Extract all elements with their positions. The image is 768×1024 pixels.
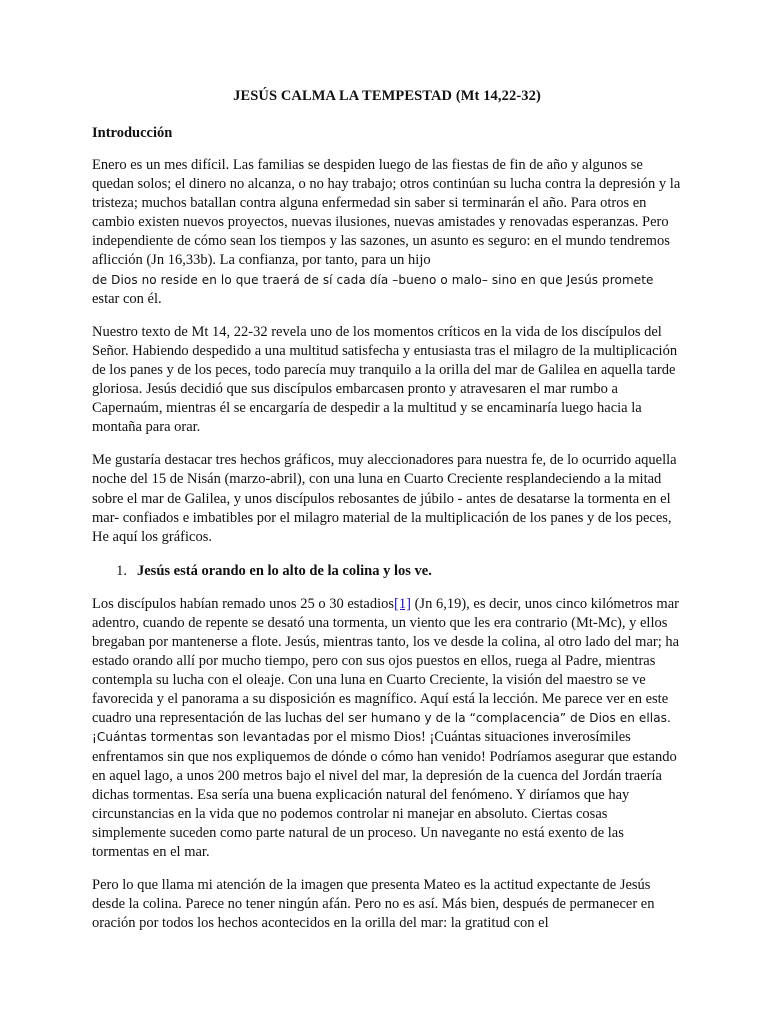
section-heading-introduccion: Introducción — [92, 125, 173, 141]
paragraph-4 — [92, 595, 682, 862]
paragraph-1-text: Enero es un mes difícil. Las familias se despiden luego de las fiestas de fin de año y algunos se quedan solos; el dinero no alcanza, o no hay trabajo; otros continúan su lucha contra la depresión y la tristeza; muchos batallan contra alguna enfermedad sin saber si terminarán el año. Para otros en cambio existen nuevos proyectos, nuevas ilusiones, nuevas amistades y renovadas esperanzas. Pero independiente de cómo sean los tiempos y las sazones, un asunto es seguro: en el mundo tendremos aflicción (Jn 16,33b). La confianza, por tanto, para un hijo — [92, 157, 681, 269]
paragraph-4-text: Los discípulos habían remado unos 25 o 30 estadios — [92, 595, 395, 612]
paragraph-4-text-cont: (Jn 6,19), es decir, unos cinco kilómetros mar adentro, cuando de repente se desató una tormenta, un viento que les era contrario (Mt-Mc), y ellos bregaban por mantenerse a flote. Jesús, mientras tanto, los ve desde la colina, al otro lado del mar; ha estado orando allí por mucho tiempo, pero con sus ojos puestos en ellos, ruega al Padre, mientras contempla su lucha con el oleaje. Con una luna en Cuarto Creciente, la visión del maestro se ve favorecida y el panorama a su disposición es magnífico. Aquí está la lección. Me parece ver en este cuadro una representación de las luchas — [92, 595, 680, 727]
list-item-text: Jesús está orando en lo alto de la colina y los ve. — [137, 562, 432, 579]
paragraph-1-alt-line: de Dios no reside en lo que traerá de sí cada día –bueno o malo– sino en que Jesús promete — [92, 272, 654, 287]
list-item-1 — [92, 561, 682, 581]
paragraph-4-alt-line: del ser humano y de la “complacencia” de Dios en ellas. ¡Cuántas tormentas son levantadas — [92, 711, 671, 745]
paragraph-1-end: estar con él. — [92, 290, 162, 307]
paragraph-3: Me gustaría destacar tres hechos gráficos, muy aleccionadores para nuestra fe, de lo ocurrido aquella noche del 15 de Nisán (marzo-abril), con una luna en Cuarto Creciente resplandeciendo a la mitad sobre el mar de Galilea, y unos discípulos rebosantes de júbilo - antes de desatarse la tormenta en el mar- confiados e imbatibles por el milagro material de la multiplicación de los panes y de los peces, He aquí los gráficos. — [92, 452, 677, 545]
list-item-number: 1. — [116, 562, 127, 579]
footnote-link[interactable]: [1] — [394, 595, 411, 612]
paragraph-5: Pero lo que llama mi atención de la imagen que presenta Mateo es la actitud expectante de Jesús desde la colina. Parece no tener ningún afán. Pero no es así. Más bien, después de permanecer en oración por todos los hechos acontecidos en la orilla del mar: la gratitud con el — [92, 877, 655, 932]
page-title: JESÚS CALMA LA TEMPESTAD (Mt 14,22-32) — [233, 88, 541, 104]
paragraph-4-end: por el mismo Dios! ¡Cuántas situaciones inverosímiles enfrentamos sin que nos expliquemos de dónde o cómo han venido! Podríamos asegurar que estando en aquel lago, a unos 200 metros bajo el nivel del mar, la depresión de la cuenca del Jordán traería dichas tormentas. Esa sería una buena explicación natural del fenómeno. Y diríamos que hay circunstancias en la vida que no podemos controlar ni manejar en absoluto. Ciertas cosas simplemente suceden como parte natural de un proceso. Un navegante no está exento de las tormentas en el mar. — [92, 729, 677, 860]
paragraph-2: Nuestro texto de Mt 14, 22-32 revela uno de los momentos críticos en la vida de los discípulos del Señor. Habiendo despedido a una multitud satisfecha y entusiasta tras el milagro de la multiplicación de los panes y de los peces, todo parecía muy tranquilo a la orilla del mar de Galilea en aquella tarde gloriosa. Jesús decidió que sus discípulos embarcasen pronto y atravesaren el mar rumbo a Capernaúm, mientras él se encargaría de despedir a la multitud y se encaminaría luego hacia la montaña para orar. — [92, 323, 678, 436]
paragraph-1 — [92, 156, 682, 309]
document-body — [92, 86, 682, 947]
